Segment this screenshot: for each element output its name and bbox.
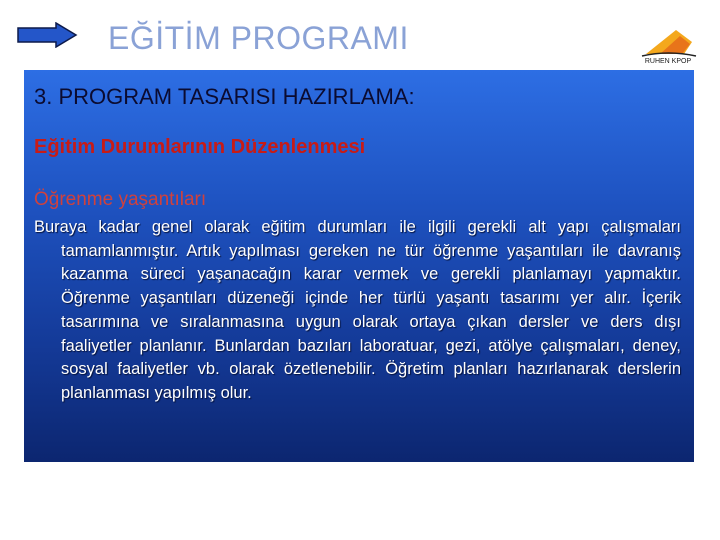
sub-heading: Eğitim Durumlarının Düzenlenmesi	[34, 136, 366, 158]
logo	[636, 20, 700, 66]
right-arrow-icon	[16, 22, 78, 48]
section-heading: 3. PROGRAM TASARISI HAZIRLAMA:	[34, 84, 415, 109]
content-box	[24, 70, 694, 462]
slide-title: EĞİTİM PROGRAMI	[108, 20, 409, 56]
topic-heading: Öğrenme yaşantıları	[34, 189, 207, 210]
body-paragraph: Buraya kadar genel olarak eğitim durumları ile ilgili gerekli alt yapı çalışmaları tamamlanmıştır. Artık yapılması gereken ne tür öğrenme yaşantıları ile davranış kazanma süreci yaşanacağın karar vermek ve gerekli planlamayı yapmaktır. Öğrenme yaşantıları düzeneği içinde her türlü yaşantı tasarımı yer alır. İçerik tasarımına ve sıralanmasına uygun olarak ortaya çıkan dersler ve ders dışı faaliyetler planlanır. Bunlardan bazıları laboratuar, gezi, atölye çalışmaları, deney, sosyal faaliyetler vb. olarak özetlenebilir. Öğretim planları hazırlanarak derslerin planlanması yapılmış olur.	[34, 218, 681, 402]
logo-text: RUHEN KPOP	[644, 58, 692, 65]
